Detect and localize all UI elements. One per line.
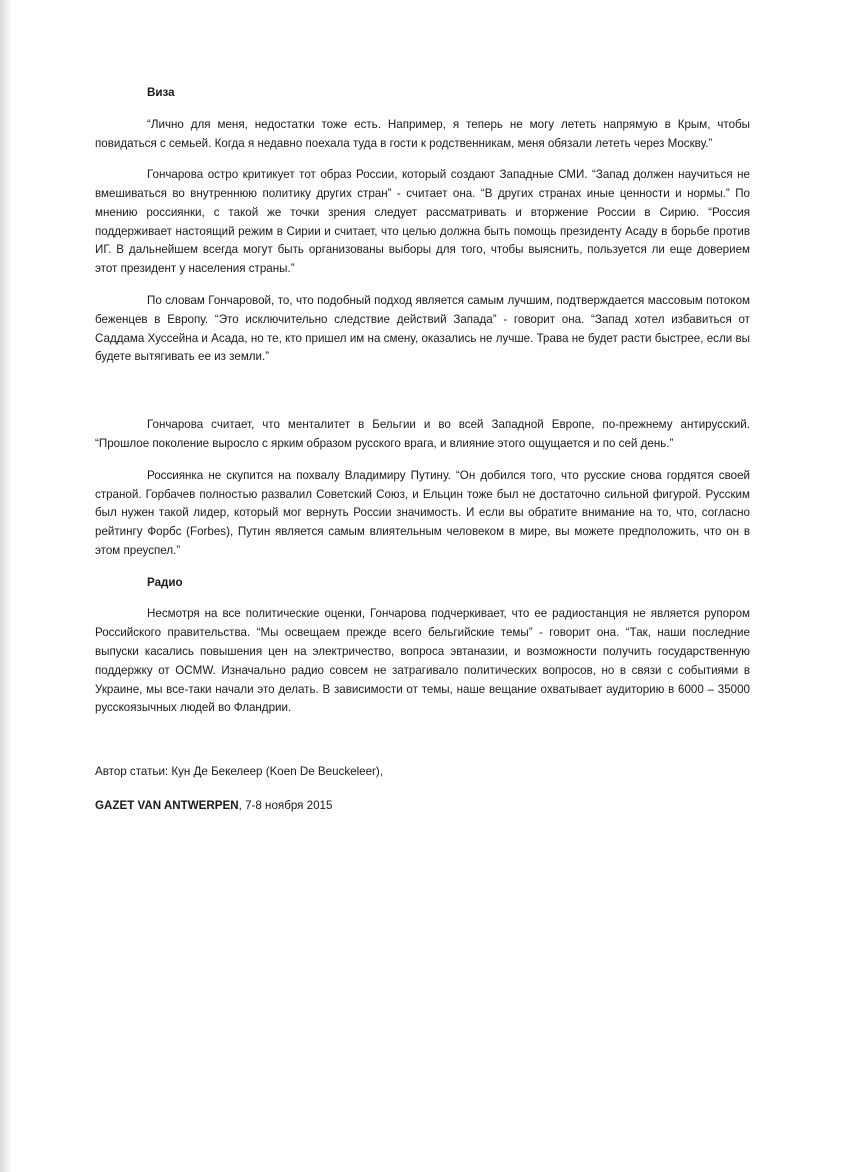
section-heading-radio: Радио <box>147 575 183 589</box>
paragraph: Россиянка не скупится на похвалу Владимиру Путину. “Он добился того, что русские снова гордятся своей страной. Горбачев полностью развалил Советский Союз, и Ельцин тоже был не достаточно сильной фигурой. Русским был нужен такой лидер, который мог вернуть России значимость. И если вы обратите внимание на то, что, согласно рейтингу Форбс (Forbes), Путин является самым влиятельным человеком в мире, вы можете предположить, что он в этом преуспел.” <box>95 468 750 557</box>
document-footer <box>95 762 750 815</box>
paragraph: Несмотря на все политические оценки, Гончарова подчеркивает, что ее радиостанция не является рупором Российского правительства. “Мы освещаем прежде всего бельгийские темы” - говорит она. “Так, наши последние выпуски касались повышения цен на электричество, вопроса эвтаназии, и возможности получить государственную поддержку от OCMW. Изначально радио совсем не затрагивало политических вопросов, но в связи с событиями в Украине, мы все-таки начали это делать. В зависимости от темы, наше вещание охватывает аудиторию в 6000 – 35000 русскоязычных людей во Фландрии. <box>95 607 750 715</box>
paragraph: Гончарова остро критикует тот образ России, который создают Западные СМИ. “Запад должен научиться не вмешиваться во внутреннюю политику других стран” - считает она. “В других странах иные ценности и нормы.” По мнению россиянки, с такой же точки зрения следует рассматривать и вторжение России в Сирию. “Россия поддерживает настоящий режим в Сирии и считает, что целью должна быть помощь президенту Асаду в борьбе против ИГ. В дальнейшем всегда могут быть организованы выборы для того, чтобы выяснить, пользуется ли еще доверием этот президент у населения страны.” <box>95 168 750 276</box>
section-heading-visa: Виза <box>147 86 175 99</box>
paragraph: По словам Гончаровой, то, что подобный подход является самым лучшим, подтверждается массовым потоком беженцев в Европу. “Это исключительно следствие действий Запада” - говорит она. “Запад хотел избавиться от Саддама Хуссейна и Асада, но те, кто пришел им на смену, оказались не лучше. Трава не будет расти быстрее, если вы будете вытягивать ее из земли.” <box>95 294 750 364</box>
source-date: , 7-8 ноября 2015 <box>238 798 333 812</box>
source-line <box>95 796 750 816</box>
document-body <box>95 84 750 816</box>
paragraph-spacer <box>95 380 750 416</box>
author-line: Автор статьи: Кун Де Бекелеер (Koen De Beuckeleer), <box>95 765 384 779</box>
source-publication: GAZET VAN ANTWERPEN <box>95 798 239 812</box>
paragraph: “Лично для меня, недостатки тоже есть. Например, я теперь не могу лететь напрямую в Крым, чтобы повидаться с семьей. Когда я недавно поехала туда в гости к родственникам, меня обязали лететь через Москву.” <box>95 117 750 150</box>
paragraph: Гончарова считает, что менталитет в Бельгии и во всей Западной Европе, по-прежнему антирусский. “Прошлое поколение выросло с ярким образом русского врага, и влияние этого ощущается и по сей день.” <box>95 418 750 450</box>
